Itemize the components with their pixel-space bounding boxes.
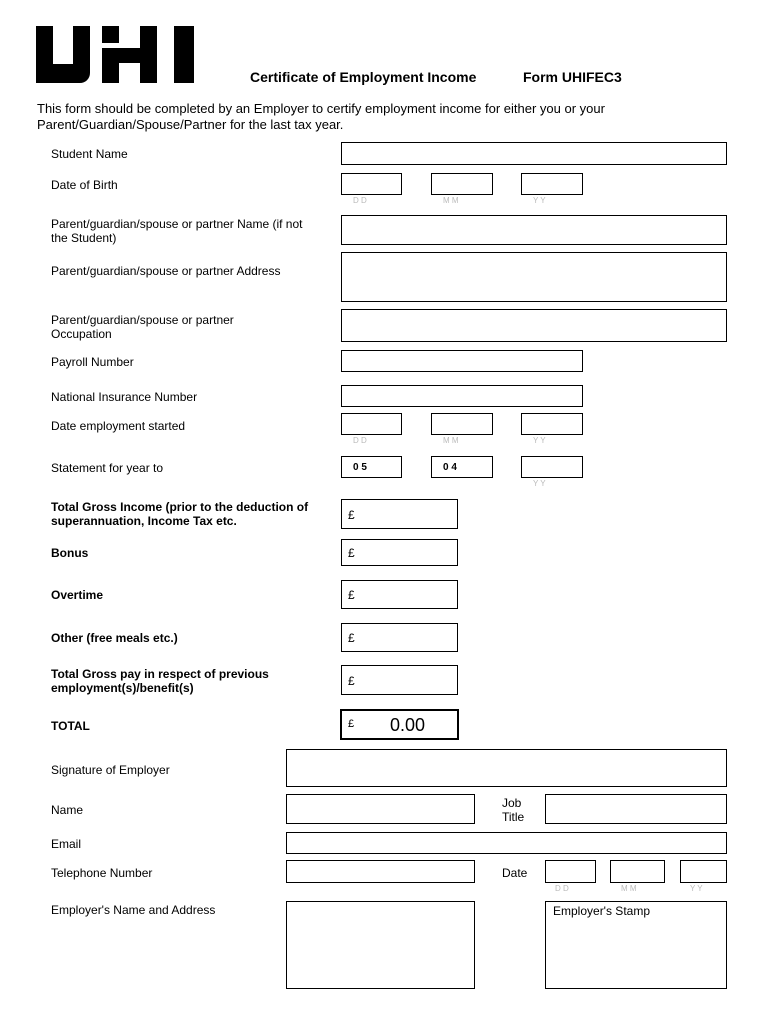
employment-start-year-hint: Y Y xyxy=(533,436,546,445)
parent-name-label-2: the Student) xyxy=(51,231,117,245)
statement-month-input[interactable] xyxy=(431,456,493,478)
employment-start-label: Date employment started xyxy=(51,419,186,433)
email-input[interactable] xyxy=(286,832,727,854)
date-month-hint: M M xyxy=(621,884,637,893)
statement-month-value: 0 4 xyxy=(443,462,457,473)
signature-input[interactable] xyxy=(286,749,727,787)
date-month-input[interactable] xyxy=(610,860,665,883)
statement-day-input[interactable] xyxy=(341,456,402,478)
parent-name-label-1: Parent/guardian/spouse or partner Name (if not xyxy=(51,217,303,231)
other-currency: £ xyxy=(348,631,355,645)
intro-line-1: This form should be completed by an Employer to certify employment income for either you or your xyxy=(37,101,605,116)
uhi-logo xyxy=(36,26,196,83)
parent-occupation-label-2: Occupation xyxy=(51,327,112,341)
telephone-label: Telephone Number xyxy=(51,866,153,880)
previous-employment-label-1: Total Gross pay in respect of previous xyxy=(51,667,269,681)
dob-year-hint: Y Y xyxy=(533,196,546,205)
overtime-currency: £ xyxy=(348,588,355,602)
employer-stamp-label: Employer's Stamp xyxy=(553,904,650,918)
employment-start-month-hint: M M xyxy=(443,436,459,445)
ni-input[interactable] xyxy=(341,385,583,407)
parent-address-label: Parent/guardian/spouse or partner Address xyxy=(51,264,281,278)
payroll-label: Payroll Number xyxy=(51,355,134,369)
email-label: Email xyxy=(51,837,82,851)
employment-start-year-input[interactable] xyxy=(521,413,583,435)
payroll-input[interactable] xyxy=(341,350,583,372)
previous-employment-currency: £ xyxy=(348,674,355,688)
job-title-label-1: Job xyxy=(502,796,522,810)
job-title-input[interactable] xyxy=(545,794,727,824)
total-label: TOTAL xyxy=(51,719,90,733)
employment-start-day-hint: D D xyxy=(353,436,367,445)
date-day-input[interactable] xyxy=(545,860,596,883)
date-year-input[interactable] xyxy=(680,860,727,883)
employer-address-input[interactable] xyxy=(286,901,475,989)
employer-name-label: Name xyxy=(51,803,84,817)
form-code: Form UHIFEC3 xyxy=(523,69,622,85)
bonus-input[interactable] xyxy=(341,539,458,566)
bonus-currency: £ xyxy=(348,546,355,560)
ni-label: National Insurance Number xyxy=(51,390,198,404)
total-currency: £ xyxy=(348,718,355,730)
date-year-hint: Y Y xyxy=(690,884,703,893)
parent-address-input[interactable] xyxy=(341,252,727,302)
employer-stamp-box[interactable] xyxy=(545,901,727,989)
parent-occupation-label-1: Parent/guardian/spouse or partner xyxy=(51,313,234,327)
date-label: Date xyxy=(502,866,528,880)
dob-month-hint: M M xyxy=(443,196,459,205)
bonus-label: Bonus xyxy=(51,546,89,560)
total-gross-label-1: Total Gross Income (prior to the deduction of xyxy=(51,500,309,514)
statement-day-value: 0 5 xyxy=(353,462,367,473)
employment-start-month-input[interactable] xyxy=(431,413,493,435)
employer-name-input[interactable] xyxy=(286,794,475,824)
job-title-label-2: Title xyxy=(502,810,525,824)
previous-employment-input[interactable] xyxy=(341,665,458,695)
total-field xyxy=(340,709,459,740)
other-label: Other (free meals etc.) xyxy=(51,631,178,645)
statement-year-label: Statement for year to xyxy=(51,461,164,475)
parent-name-input[interactable] xyxy=(341,215,727,245)
telephone-input[interactable] xyxy=(286,860,475,883)
employment-start-day-input[interactable] xyxy=(341,413,402,435)
date-day-hint: D D xyxy=(555,884,569,893)
dob-label: Date of Birth xyxy=(51,178,118,192)
student-name-label: Student Name xyxy=(51,147,128,161)
intro-line-2: Parent/Guardian/Spouse/Partner for the last tax year. xyxy=(37,117,344,132)
form-title: Certificate of Employment Income xyxy=(250,69,477,85)
dob-day-input[interactable] xyxy=(341,173,402,195)
parent-occupation-input[interactable] xyxy=(341,309,727,342)
dob-year-input[interactable] xyxy=(521,173,583,195)
signature-label: Signature of Employer xyxy=(51,763,170,777)
other-input[interactable] xyxy=(341,623,458,652)
student-name-input[interactable] xyxy=(341,142,727,165)
statement-year-input[interactable] xyxy=(521,456,583,478)
total-gross-currency: £ xyxy=(348,508,355,522)
dob-day-hint: D D xyxy=(353,196,367,205)
overtime-input[interactable] xyxy=(341,580,458,609)
dob-month-input[interactable] xyxy=(431,173,493,195)
total-gross-input[interactable] xyxy=(341,499,458,529)
previous-employment-label-2: employment(s)/benefit(s) xyxy=(51,681,194,695)
overtime-label: Overtime xyxy=(51,588,104,602)
statement-year-hint: Y Y xyxy=(533,479,546,488)
total-value: 0.00 xyxy=(390,715,426,735)
employer-address-label: Employer's Name and Address xyxy=(51,903,216,917)
total-gross-label-2: superannuation, Income Tax etc. xyxy=(51,514,237,528)
